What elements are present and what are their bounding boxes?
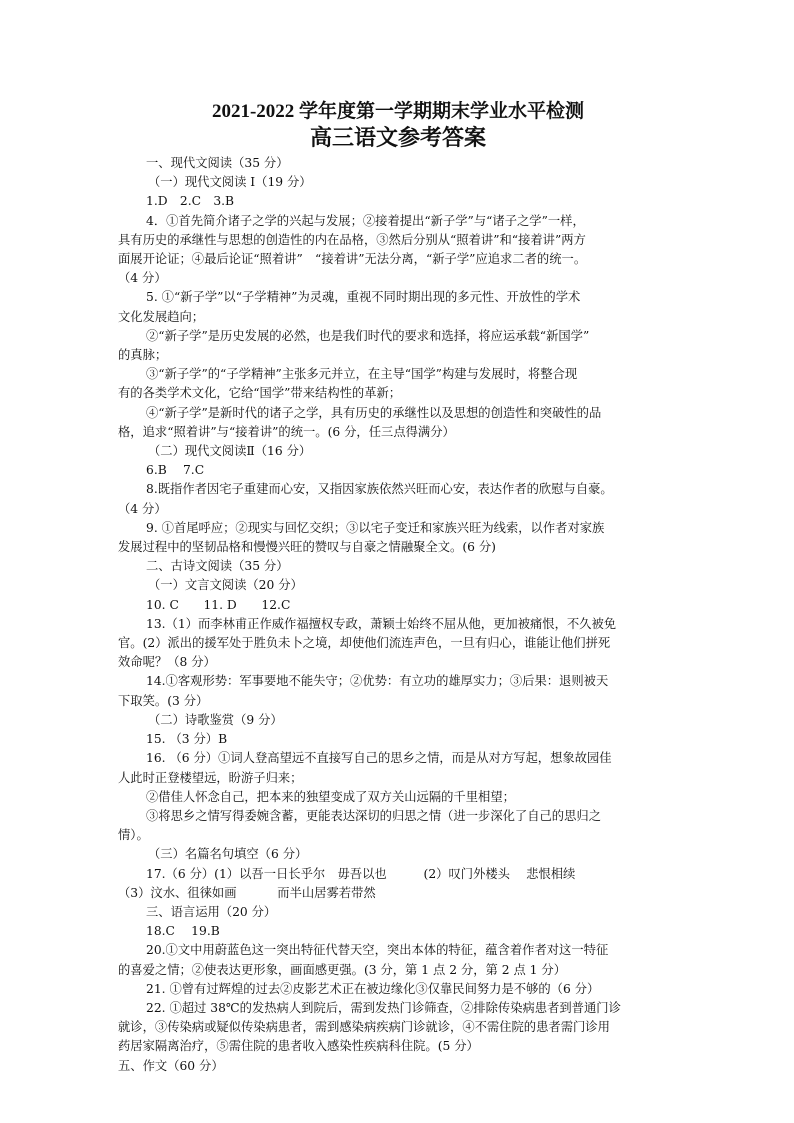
answer-line: ④“新子学”是新时代的诸子之学，具有历史的承继性以及思想的创造性和突破性的品: [146, 405, 602, 420]
answer-line: 发展过程中的坚韧品格和慢慢兴旺的赞叹与自豪之情融聚全文。(6 分): [118, 540, 496, 555]
answer-line: 五、作文（60 分）: [118, 1058, 224, 1073]
answer-line: 22. ①超过 38℃的发热病人到院后，需到发热门诊筛查，②排除传染病患者到普通门诊: [146, 1000, 621, 1015]
answer-line: （4 分）: [118, 271, 167, 286]
answer-line: 5. ①“新子学”以“子学精神”为灵魂，重视不同时期出现的多元性、开放性的学术: [146, 290, 581, 305]
answer-line: 4．①首先简介诸子之学的兴起与发展；②接着提出“新子学”与“诸子之学”一样，: [146, 213, 585, 228]
subsection-heading: （二）现代文阅读Ⅱ（16 分）: [148, 444, 312, 459]
answer-line: 下取笑。(3 分）: [118, 693, 209, 708]
answer-line: 文化发展趋向；: [118, 309, 205, 324]
subsection-heading: （一）现代文阅读 I（19 分）: [148, 175, 312, 190]
section-heading: 二、古诗文阅读（35 分）: [146, 559, 289, 574]
answer-line: 9. ①首尾呼应；②现实与回忆交织；③以宅子变迁和家族兴旺为线索，以作者对家族: [146, 520, 605, 535]
exam-subtitle: 高三语文参考答案: [309, 125, 486, 151]
answer-line: 8.既指作者因宅子重建而心安，又指因家族依然兴旺而心安，表达作者的欣慰与自豪。: [146, 482, 613, 497]
answer-line: 效命呢？（8 分）: [118, 655, 216, 670]
answer-line: 面展开论证；④最后论证“照着讲” “接着讲”无法分离，“新子学”应追求二者的统一。: [118, 252, 587, 267]
answer-line: 具有历史的承继性与思想的创造性的内在品格，③然后分别从“照着讲”和“接着讲”两方: [118, 232, 586, 247]
answer-line: 10. C 11. D 12.C: [146, 597, 291, 612]
answer-line: 14.①客观形势：军事要地不能失守；②优势：有立功的雄厚实力；③后果：退则被天: [146, 674, 609, 689]
subsection-heading: （三）名篇名句填空（6 分）: [148, 847, 308, 862]
answer-line: （4 分）: [118, 501, 167, 516]
answer-line: 16. （6 分）①词人登高望远不直接写自己的思乡之情，而是从对方写起，想象故园佳: [146, 751, 612, 766]
document-content: [118, 100, 678, 1076]
answer-line: 1.D 2.C 3.B: [146, 194, 235, 209]
answer-line: 6.B 7.C: [146, 463, 205, 478]
exam-title: 2021-2022 学年度第一学期期末学业水平检测: [211, 101, 585, 122]
answer-line: ②“新子学”是历史发展的必然，也是我们时代的要求和选择，将应运承载“新国学”: [146, 328, 590, 343]
answer-line: 的真脉；: [118, 348, 168, 363]
subsection-heading: （一）文言文阅读（20 分）: [148, 578, 303, 593]
answer-line: ③将思乡之情写得委婉含蓄，更能表达深切的归思之情（进一步深化了自己的思归之: [146, 808, 601, 823]
subsection-heading: （二）诗歌鉴赏（9 分）: [148, 712, 283, 727]
answer-line: 21. ①曾有过辉煌的过去②皮影艺术正在被边缘化③仅靠民间努力是不够的（6 分）: [146, 981, 600, 996]
answer-line: 的喜爱之情；②使表达更形象，画面感更强。(3 分，第 1 点 2 分，第 2 点 1 分）: [118, 962, 567, 977]
answer-line: 13.（1）而李林甫正作威作福擅权专政，萧颖士始终不屈从他，更加被痛恨，不久被免: [146, 616, 617, 631]
answer-line: ②借佳人怀念自己，把本来的独望变成了双方关山远隔的千里相望；: [146, 789, 515, 804]
answer-line: （3）汶水、徂徕如画 而半山居雾若带然: [118, 885, 376, 900]
answer-line: 20.①文中用蔚蓝色这一突出特征代替天空，突出本体的特征，蕴含着作者对这一特征: [146, 943, 609, 958]
answer-line: 15. （3 分）B: [146, 732, 228, 747]
section-heading: 三、语言运用（20 分）: [146, 904, 277, 919]
answer-line: 人此时正登楼望远，盼游子归来；: [118, 770, 303, 785]
answer-line: ③“新子学”的“子学精神”主张多元并立，在主导“国学”构建与发展时，将整合现: [146, 367, 578, 382]
answer-line: 有的各类学术文化，它给“国学”带来结构性的革新；: [118, 386, 402, 401]
answer-line: 就诊，③传染病或疑似传染病患者，需到感染病疾病门诊就诊，④不需住院的患者需门诊用: [118, 1020, 610, 1035]
answer-line: 官。(2）派出的援军处于胜负未卜之境，却使他们流连声色，一旦有归心，谁能让他们拼死: [118, 636, 611, 651]
section-heading: 一、现代文阅读（35 分）: [146, 156, 289, 170]
answer-line: 格，追求“照着讲”与“接着讲”的统一。(6 分，任三点得满分）: [118, 424, 455, 439]
answer-line: 情）。: [118, 828, 149, 843]
answer-line: 18.C 19.B: [146, 924, 220, 939]
answer-line: 药居家隔离治疗，⑤需住院的患者收入感染性疾病科住院。(5 分）: [118, 1039, 479, 1054]
answer-line: 17.（6 分）(1）以吾一日长乎尔 毋吾以也 (2）叹门外楼头 悲恨相续: [146, 866, 576, 881]
